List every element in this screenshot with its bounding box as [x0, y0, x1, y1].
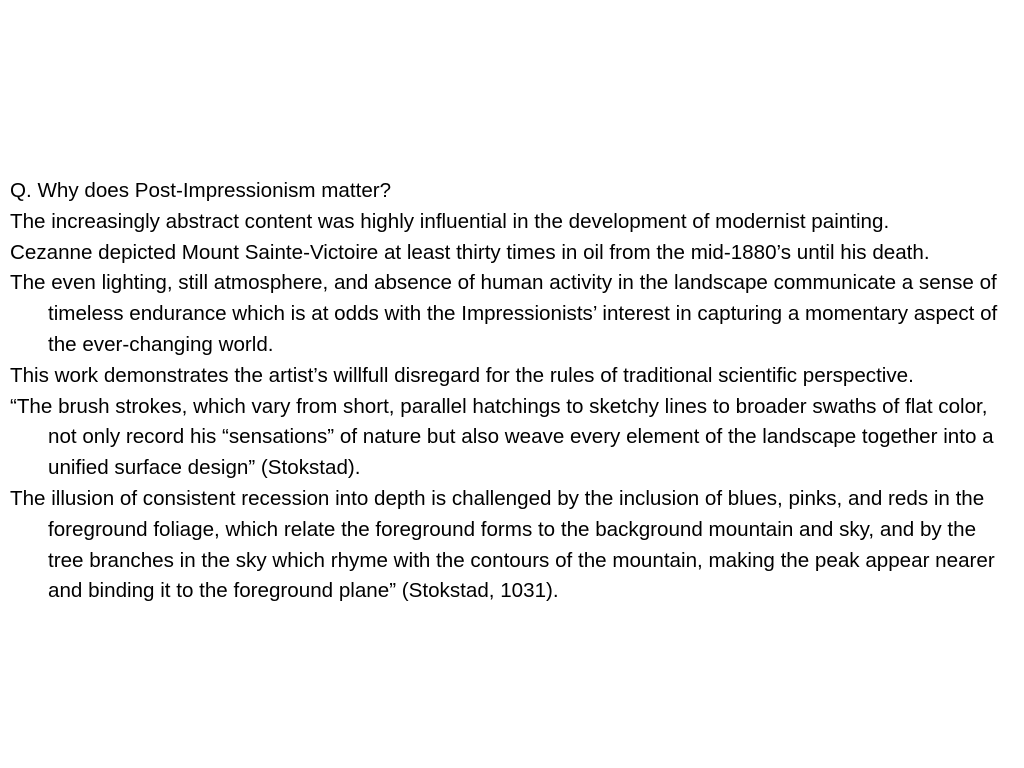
paragraph-brush-strokes-quote: “The brush strokes, which vary from short, parallel hatchings to sketchy lines to broader swaths of flat color, not only record his “sensations” of nature but also weave every element of the landscape together into a unified surface design” (Stokstad). — [10, 394, 994, 480]
slide-body — [10, 176, 1014, 607]
paragraph-perspective-disregard: This work demonstrates the artist’s willfull disregard for the rules of traditional scientific perspective. — [10, 363, 914, 387]
question-text: Q. Why does Post-Impressionism matter? — [10, 179, 392, 202]
paragraph-modernist-influence: The increasingly abstract content was highly influential in the development of modernist painting. — [10, 209, 890, 233]
paragraph-recession-depth: The illusion of consistent recession into depth is challenged by the inclusion of blues, pinks, and reds in the foreground foliage, which relate the foreground forms to the background mountain and sky, and by the tree branches in the sky which rhyme with the contours of the mountain, making the peak appear nearer and binding it to the foreground plane” (Stokstad, 1031). — [10, 486, 995, 603]
paragraph-mount-sainte-victoire: Cezanne depicted Mount Sainte-Victoire at least thirty times in oil from the mid-1880’s until his death. — [10, 240, 930, 264]
paragraph-timeless-endurance: The even lighting, still atmosphere, and absence of human activity in the landscape communicate a sense of timeless endurance which is at odds with the Impressionists’ interest in capturing a momentary aspect of the ever-changing world. — [10, 271, 998, 356]
